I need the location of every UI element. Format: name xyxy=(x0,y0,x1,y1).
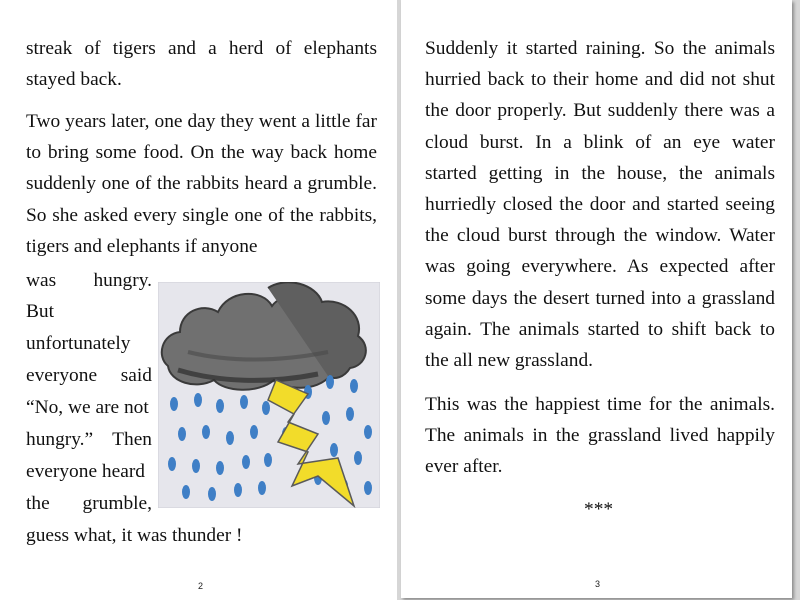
wrap-line-4: everyone said xyxy=(26,365,152,386)
left-paragraph-1: streak of tigers and a herd of elephants stayed back. xyxy=(26,38,377,91)
end-mark: *** xyxy=(584,499,614,520)
wrap-line-1: was hungry. xyxy=(26,270,152,291)
right-page xyxy=(401,0,792,598)
right-paragraph-1: Suddenly it started raining. So the animals hurried back to their home and did not shut the door properly. But suddenly there was a cloud burst. In a blink of an eye water started getting in the house, the animals hurriedly closed the door and started seeing the cloud burst through the window. Water was going everywhere. As expected after some days the desert turned into a grassland again. The animals started to shift back to the all new grassland. xyxy=(425,38,775,372)
wrap-line-2: But xyxy=(26,301,55,322)
storm-illustration xyxy=(158,282,380,508)
wrap-line-3: unfortunately xyxy=(26,333,131,354)
left-paragraph-2: Two years later, one day they went a little far to bring some food. On the way back home suddenly one of the rabbits heard a grumble. So she asked every single one of the rabbits, tigers and elephants if anyone xyxy=(26,111,377,257)
wrap-line-6: hungry.” Then xyxy=(26,429,152,450)
wrap-line-7: everyone heard xyxy=(26,461,145,482)
right-paragraph-2: This was the happiest time for the animals. The animals in the grassland lived happily ever after. xyxy=(425,394,775,478)
wrap-line-8: the grumble, xyxy=(26,493,152,514)
wrap-line-9: guess what, it was thunder ! xyxy=(26,525,243,546)
page-number: 3 xyxy=(595,579,601,589)
left-page xyxy=(0,0,397,600)
wrap-line-5: “No, we are not xyxy=(26,397,149,418)
page-number: 2 xyxy=(198,581,204,591)
